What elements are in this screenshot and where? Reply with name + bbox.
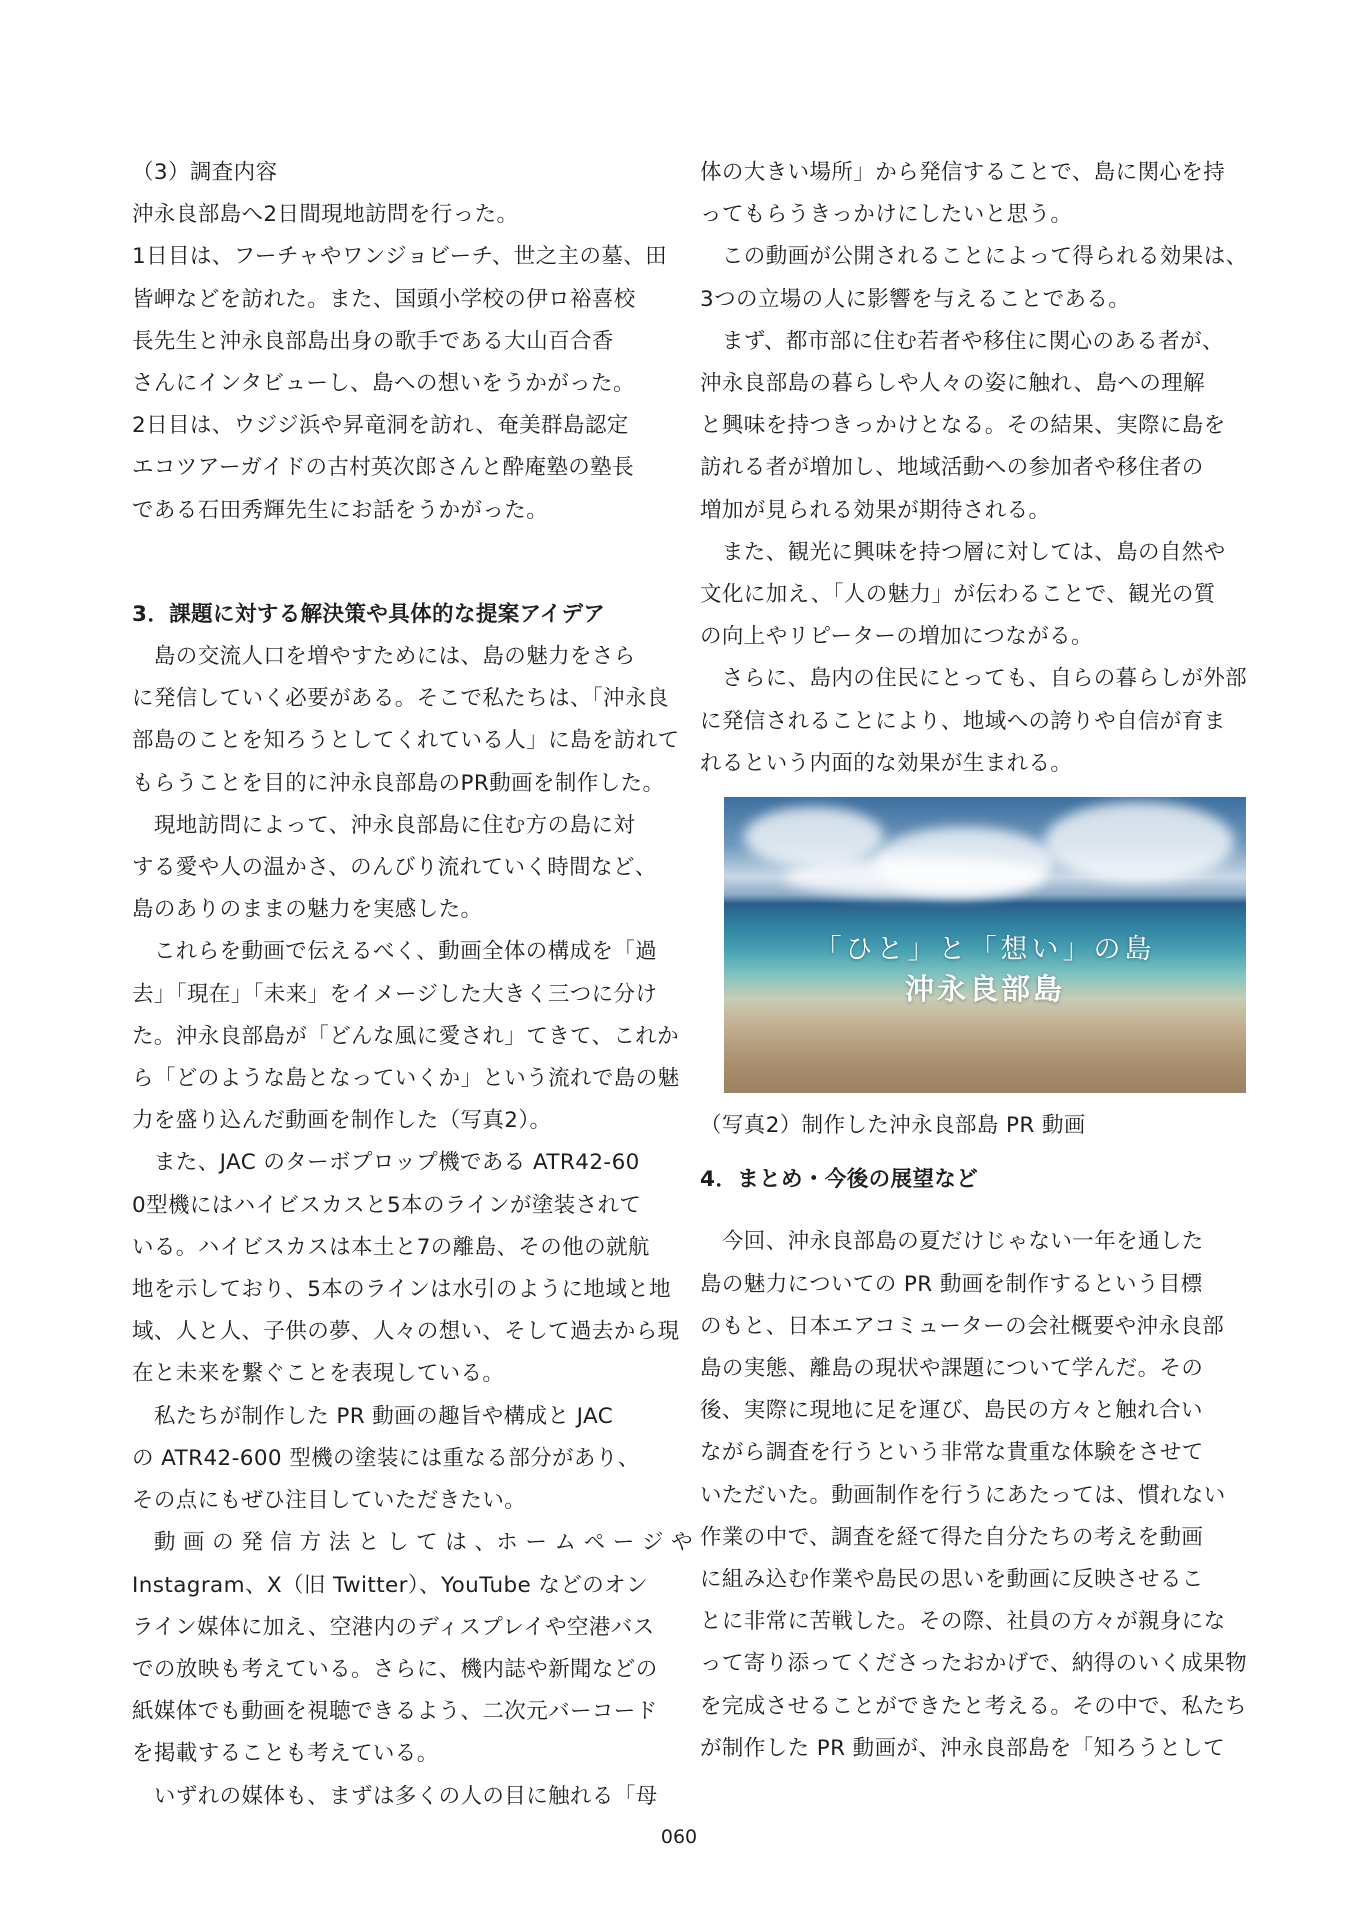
text-line: 沖永良部島の暮らしや人々の姿に触れ、島への理解 <box>700 371 1205 397</box>
text-line: まず、都市部に住む若者や移住に関心のある者が、 <box>700 328 1224 354</box>
text-line: もらうことを目的に沖永良部島のPR動画を制作した。 <box>132 770 665 796</box>
text-line: （3）調査内容 <box>132 160 278 185</box>
photo-caption: （写真2）制作した沖永良部島 PR 動画 <box>700 1113 1086 1139</box>
text-line: 今回、沖永良部島の夏だけじゃない一年を通した <box>700 1229 1204 1255</box>
section4-heading: 4．まとめ・今後の展望など <box>700 1167 979 1193</box>
text-line: その点にもぜひ注目していただきたい。 <box>132 1488 527 1514</box>
text-line: 沖永良部島へ2日間現地訪問を行った。 <box>132 202 519 228</box>
text-line: 訪れる者が増加し、地域活動への参加者や移住者の <box>700 455 1204 481</box>
text-line: 力を盛り込んだ動画を制作した（写真2）。 <box>132 1108 552 1134</box>
text-line: 後、実際に現地に足を運び、島民の方々と触れ合い <box>700 1398 1203 1424</box>
text-line: この動画が公開されることによって得られる効果は、 <box>700 244 1248 270</box>
text-line: 文化に加え、「人の魅力」が伝わることで、観光の質 <box>700 582 1216 608</box>
text-line: 皆岬などを訪れた。また、国頭小学校の伊ロ裕喜校 <box>132 286 636 312</box>
section3-heading: 3．課題に対する解決策や具体的な提案アイデア <box>132 601 606 627</box>
text-line: ら「どのような島となっていくか」という流れで島の魅 <box>132 1066 680 1092</box>
text-line: の ATR42-600 型機の塗装には重なる部分があり、 <box>132 1445 640 1471</box>
page-number: 060 <box>660 1826 698 1848</box>
text-line: た。沖永良部島が「どんな風に愛され」てきて、これか <box>132 1023 680 1049</box>
right-column <box>700 152 1248 1770</box>
text-line: に発信されることにより、地域への誇りや自信が育ま <box>700 708 1226 734</box>
text-line: って寄り添ってくださったおかげで、納得のいく成果物 <box>700 1651 1248 1677</box>
text-line: エコツアーガイドの古村英次郎さんと酔庵塾の塾長 <box>132 455 634 481</box>
text-line: 島の魅力についての PR 動画を制作するという目標 <box>700 1271 1203 1297</box>
text-line: また、観光に興味を持つ層に対しては、島の自然や <box>700 539 1226 565</box>
text-line: を完成させることができたと考える。その中で、私たち <box>700 1693 1248 1719</box>
text-line: 3つの立場の人に影響を与えることである。 <box>700 286 1131 312</box>
text-line: を掲載することも考えている。 <box>132 1741 439 1767</box>
text-line: 域、人と人、子供の夢、人々の想い、そして過去から現 <box>132 1319 680 1345</box>
text-line: 2日目は、ウジジ浜や昇竜洞を訪れ、奄美群島認定 <box>132 413 629 439</box>
text-line: 作業の中で、調査を経て得た自分たちの考えを動画 <box>700 1524 1204 1550</box>
text-line: する愛や人の温かさ、のんびり流れていく時間など、 <box>132 855 657 881</box>
text-line: の向上やリピーターの増加につながる。 <box>700 624 1093 650</box>
text-line: のもと、日本エアコミューターの会社概要や沖永良部 <box>700 1313 1225 1339</box>
text-line: 紙媒体でも動画を視聴できるよう、二次元バーコード <box>132 1699 658 1725</box>
text-line: での放映も考えている。さらに、機内誌や新聞などの <box>132 1656 658 1682</box>
effects-section <box>700 152 1248 785</box>
text-line: 動 画 の 発 信 方 法 と し て は 、ホ ー ム ペ ー ジ や <box>132 1530 693 1556</box>
text-line: 地を示しており、5本のラインは水引のように地域と地 <box>132 1277 672 1303</box>
text-line: と興味を持つきっかけとなる。その結果、実際に島を <box>700 413 1226 439</box>
text-line: ながら調査を行うという非常な貴重な体験をさせて <box>700 1440 1204 1466</box>
text-line: に発信していく必要がある。そこで私たちは、「沖永良 <box>132 686 669 712</box>
text-line: いる。ハイビスカスは本土と7の離島、その他の就航 <box>132 1234 650 1260</box>
text-line: れるという内面的な効果が生まれる。 <box>700 750 1073 776</box>
text-line: ライン媒体に加え、空港内のディスプレイや空港バス <box>132 1614 655 1640</box>
text-line: 増加が見られる効果が期待される。 <box>700 497 1051 523</box>
text-line: とに非常に苦戦した。その際、社員の方々が親身にな <box>700 1609 1226 1635</box>
text-line: 島の実態、離島の現状や課題について学んだ。その <box>700 1356 1204 1382</box>
text-line: 0型機にはハイビスカスと5本のラインが塗装されて <box>132 1192 642 1218</box>
photo-overlay-subtitle: 沖永良部島 <box>904 972 1065 1007</box>
text-line: に組み込む作業や島民の思いを動画に反映させるこ <box>700 1567 1204 1593</box>
text-line: 私たちが制作した PR 動画の趣旨や構成と JAC <box>132 1403 614 1429</box>
text-line: 長先生と沖永良部島出身の歌手である大山百合香 <box>132 328 614 354</box>
left-column <box>132 152 693 1818</box>
text-line: さんにインタビューし、島への想いをうかがった。 <box>132 371 635 397</box>
text-line: ってもらうきっかけにしたいと思う。 <box>700 202 1073 228</box>
text-line: これらを動画で伝えるべく、動画全体の構成を「過 <box>132 939 658 965</box>
text-line: また、JAC のターボプロップ機である ATR42-60 <box>132 1150 640 1176</box>
text-line: 在と未来を繋ぐことを表現している。 <box>132 1361 505 1387</box>
text-line: が制作した PR 動画が、沖永良部島を「知ろうとして <box>700 1735 1225 1761</box>
investigation-section <box>132 152 668 532</box>
text-line: 部島のことを知ろうとしてくれている人」に島を訪れて <box>132 728 680 754</box>
text-line: さらに、島内の住民にとっても、自らの暮らしが外部 <box>700 666 1248 692</box>
text-line: 島の交流人口を増やすためには、島の魅力をさら <box>132 644 636 670</box>
section3-body <box>132 636 693 1818</box>
text-line: Instagram、X（旧 Twitter）、YouTube などのオン <box>132 1572 648 1598</box>
text-line: 体の大きい場所」から発信することで、島に関心を持 <box>700 160 1226 185</box>
text-line: 1日目は、フーチャやワンジョビーチ、世之主の墓、田 <box>132 244 668 270</box>
text-line: いずれの媒体も、まずは多くの人の目に触れる「母 <box>132 1783 658 1809</box>
text-line: 島のありのままの魅力を実感した。 <box>132 897 483 923</box>
photo-overlay-title: 「ひと」と「想い」の島 <box>814 934 1156 966</box>
text-line: いただいた。動画制作を行うにあたっては、慣れない <box>700 1482 1226 1508</box>
pr-video-photo <box>724 797 1246 1093</box>
section4-body <box>700 1221 1248 1770</box>
text-line: 現地訪問によって、沖永良部島に住む方の島に対 <box>132 812 636 838</box>
text-line: である石田秀輝先生にお話をうかがった。 <box>132 497 549 523</box>
text-line: 去」「現在」「未来」をイメージした大きく三つに分け <box>132 981 658 1007</box>
